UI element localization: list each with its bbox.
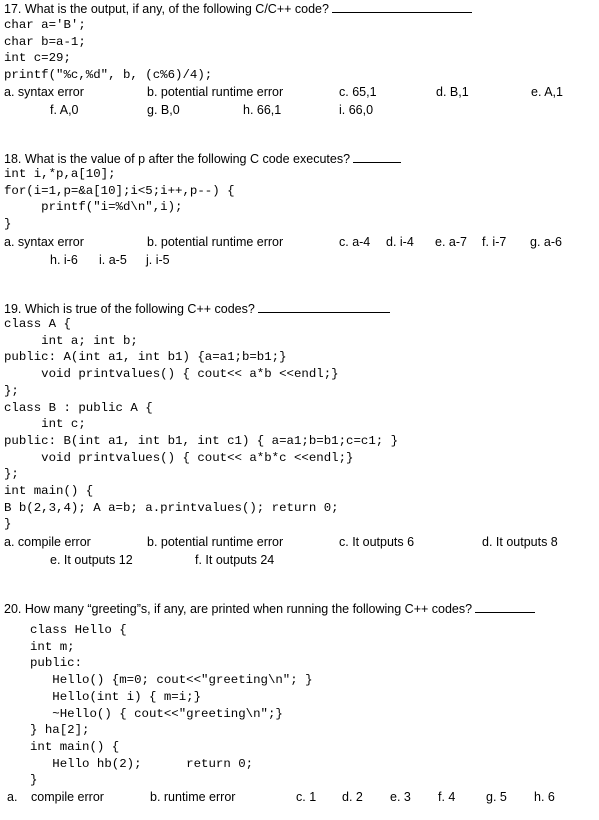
option-18-g: g. a-6 xyxy=(530,235,562,249)
option-18-j: j. i-5 xyxy=(146,253,170,267)
code-line: Hello hb(2); return 0; xyxy=(30,756,254,771)
code-line: void printvalues() { cout<< a*b*c <<endl;} xyxy=(4,450,354,465)
option-17-i: i. 66,0 xyxy=(339,103,374,117)
code-line: void printvalues() { cout<< a*b <<endl;} xyxy=(4,367,339,382)
option-20-d: d. 2 xyxy=(342,790,363,804)
option-18-e: e. a-7 xyxy=(435,235,467,249)
option-19-d: d. It outputs 8 xyxy=(482,535,558,549)
option-19-a: a. compile error xyxy=(4,535,91,549)
option-18-c: c. a-4 xyxy=(339,235,371,249)
option-17-d: d. B,1 xyxy=(436,85,469,99)
question-20-text: 20. How many “greeting”s, if any, are printed when running the following C++ codes? xyxy=(4,602,473,616)
option-17-c: c. 65,1 xyxy=(339,85,377,99)
code-line: } ha[2]; xyxy=(30,723,90,738)
code-block-17 xyxy=(4,17,212,84)
option-17-g: g. B,0 xyxy=(147,103,180,117)
code-line: printf("%c,%d", b, (c%6)/4); xyxy=(4,68,213,83)
option-17-e: e. A,1 xyxy=(531,85,563,99)
option-20-a: compile error xyxy=(31,790,104,804)
option-19-e: e. It outputs 12 xyxy=(50,553,133,567)
option-18-d: d. i-4 xyxy=(386,235,414,249)
code-block-18 xyxy=(4,166,235,233)
option-19-c: c. It outputs 6 xyxy=(339,535,415,549)
option-20-h: h. 6 xyxy=(534,790,555,804)
code-line: B b(2,3,4); A a=b; a.printvalues(); return 0; xyxy=(4,500,339,515)
option-18-b: b. potential runtime error xyxy=(147,235,284,249)
code-line: } xyxy=(4,517,12,532)
question-17-text: 17. What is the output, if any, of the following C/C++ code? xyxy=(4,2,329,16)
code-line: int a; int b; xyxy=(4,333,138,348)
option-17-a: a. syntax error xyxy=(4,85,84,99)
code-line: for(i=1,p=&a[10];i<5;i++,p--) { xyxy=(4,183,235,198)
code-line: public: A(int a1, int b1) {a=a1;b=b1;} xyxy=(4,350,287,365)
code-line: public: xyxy=(30,656,83,671)
option-19-f: f. It outputs 24 xyxy=(195,553,275,567)
answer-blank-18 xyxy=(353,150,401,163)
code-line: Hello(int i) { m=i;} xyxy=(30,689,202,704)
answer-blank-19 xyxy=(258,300,390,313)
option-20-a-letter: a. xyxy=(7,790,18,804)
code-block-19 xyxy=(4,316,398,533)
question-20 xyxy=(4,600,535,616)
code-line: int m; xyxy=(30,639,75,654)
option-18-i: i. a-5 xyxy=(99,253,127,267)
code-block-20 xyxy=(30,622,313,789)
code-line: int main() { xyxy=(4,484,94,499)
code-line: }; xyxy=(4,467,19,482)
answer-blank-17 xyxy=(332,0,472,13)
code-line: } xyxy=(30,773,38,788)
option-18-h: h. i-6 xyxy=(50,253,78,267)
option-17-h: h. 66,1 xyxy=(243,103,282,117)
code-line: int i,*p,a[10]; xyxy=(4,167,116,181)
answer-blank-20 xyxy=(475,600,535,613)
option-20-b: b. runtime error xyxy=(150,790,236,804)
code-line: Hello() {m=0; cout<<"greeting\n"; } xyxy=(30,673,313,688)
question-18-text: 18. What is the value of p after the following C code executes? xyxy=(4,152,351,166)
code-line: printf("i=%d\n",i); xyxy=(4,200,183,215)
question-17 xyxy=(4,0,472,16)
code-line: class A { xyxy=(4,317,71,331)
code-line: int c=29; xyxy=(4,51,71,66)
code-line: int c; xyxy=(4,417,86,432)
code-line: char a='B'; xyxy=(4,18,86,32)
code-line: public: B(int a1, int b1, int c1) { a=a1;b=b1;c=c1; } xyxy=(4,433,399,448)
question-18 xyxy=(4,150,401,166)
code-line: } xyxy=(4,217,12,232)
option-20-f: f. 4 xyxy=(438,790,456,804)
question-19-text: 19. Which is true of the following C++ codes? xyxy=(4,302,255,316)
code-line: }; xyxy=(4,383,19,398)
code-line: class Hello { xyxy=(30,623,127,637)
code-line: int main() { xyxy=(30,739,120,754)
option-19-b: b. potential runtime error xyxy=(147,535,284,549)
option-20-g: g. 5 xyxy=(486,790,507,804)
option-18-a: a. syntax error xyxy=(4,235,84,249)
option-17-f: f. A,0 xyxy=(50,103,79,117)
option-20-e: e. 3 xyxy=(390,790,411,804)
code-line: class B : public A { xyxy=(4,400,153,415)
code-line: ~Hello() { cout<<"greeting\n";} xyxy=(30,706,283,721)
option-18-f: f. i-7 xyxy=(482,235,507,249)
option-17-b: b. potential runtime error xyxy=(147,85,284,99)
code-line: char b=a-1; xyxy=(4,34,86,49)
option-20-c: c. 1 xyxy=(296,790,317,804)
question-19 xyxy=(4,300,390,316)
